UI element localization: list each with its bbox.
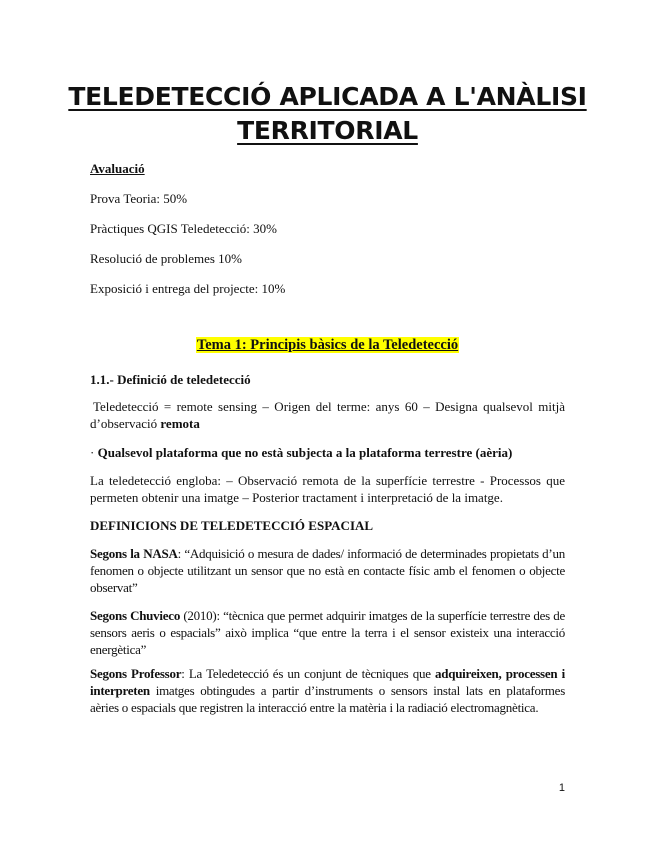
paragraph-platform-bold: Qualsevol plataforma que no està subjecta a la plataforma terrestre (aèria) [97, 445, 513, 460]
definition-professor-text-a: : La Teledetecció és un conjunt de tècniques que [181, 666, 435, 681]
paragraph-scope: La teledetecció engloba: – Observació remota de la superfície terrestre - Processos que permeten obtenir una imatge – Posterior tractament i interpretació de la imatge. [90, 473, 565, 505]
definition-chuvieco [90, 607, 565, 658]
paragraph-platform [90, 444, 565, 461]
definition-nasa-label: Segons la NASA [90, 546, 178, 561]
definition-professor [90, 665, 565, 716]
topic-title-text: Tema 1: Principis bàsics de la Teledetecció [196, 337, 459, 353]
topic-title [0, 337, 655, 354]
paragraph-definition [90, 398, 565, 432]
definition-nasa-text: : “Adquisició o mesura de dades/ informació de determinades propietats d’un fenomen o objecte utilitzant un sensor que no està en contacte físic amb el fenomen o objecte observat” [90, 546, 566, 595]
page-number: 1 [558, 782, 565, 794]
evaluation-item-theory: Prova Teoria: 50% [90, 191, 188, 206]
evaluation-heading: Avaluació [90, 161, 145, 176]
paragraph-definition-text: Teledetecció = remote sensing – Origen del terme: anys 60 – Designa qualsevol mitjà d’observació [90, 399, 565, 431]
definition-chuvieco-label: Segons Chuvieco [90, 608, 181, 623]
definition-professor-label: Segons Professor [90, 666, 182, 681]
evaluation-item-problems: Resolució de problemes 10% [90, 251, 242, 266]
paragraph-definition-bold: remota [160, 416, 200, 431]
definition-chuvieco-text: (2010): “tècnica que permet adquirir imatges de la superfície terrestre des de sensors aeris o espacials” això implica “que entre la terra i el sensor existeix una interacció energètica” [90, 608, 566, 657]
bullet-dot: · [90, 445, 95, 460]
definition-professor-text-b: imatges obtingudes a partir d’instruments o sensors instal lats en plataformes aèries o espacials que registren la interacció entre la matèria i la radiació electromagnètica. [90, 683, 565, 715]
section-heading: 1.1.- Definició de teledetecció [90, 372, 251, 387]
evaluation-item-project: Exposició i entrega del projecte: 10% [90, 281, 286, 296]
definition-nasa [90, 545, 565, 596]
document-title: TELEDETECCIÓ APLICADA A L'ANÀLISI TERRITORIAL [68, 82, 587, 145]
evaluation-item-practices: Pràctiques QGIS Teledetecció: 30% [90, 221, 277, 236]
definitions-heading: DEFINICIONS DE TELEDETECCIÓ ESPACIAL [90, 518, 374, 533]
definition-professor-bold: adquireixen, processen i interpreten [90, 666, 565, 698]
